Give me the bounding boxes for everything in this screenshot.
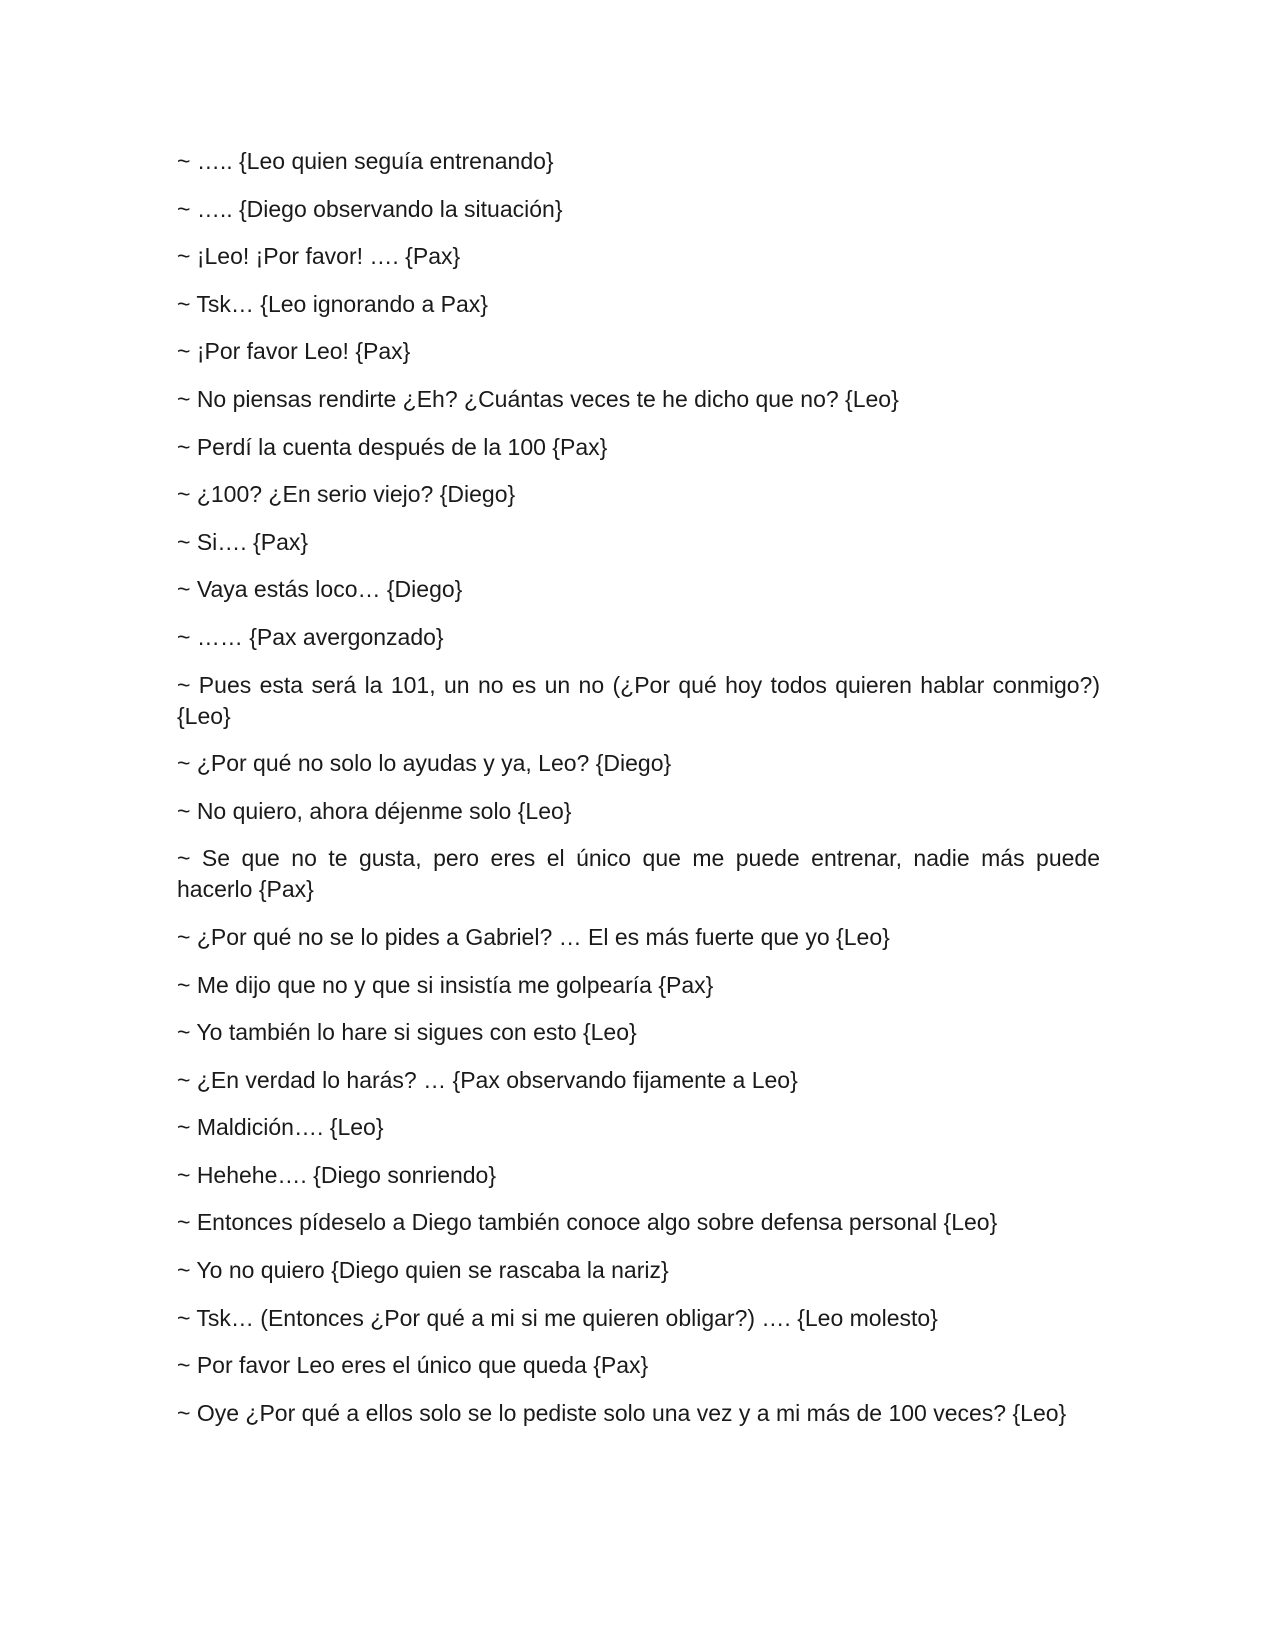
dialogue-line: ~ Tsk… (Entonces ¿Por qué a mi si me quieren obligar?) …. {Leo molesto} xyxy=(177,1304,938,1331)
dialogue-line: ~ Hehehe…. {Diego sonriendo} xyxy=(177,1161,497,1188)
dialogue-line: ~ Yo también lo hare si sigues con esto {Leo} xyxy=(177,1019,637,1046)
dialogue-line: ~ Me dijo que no y que si insistía me golpearía {Pax} xyxy=(177,971,714,998)
dialogue-line: ~ Vaya estás loco… {Diego} xyxy=(177,576,463,603)
dialogue-line: ~ ¿Por qué no solo lo ayudas y ya, Leo? {Diego} xyxy=(177,750,672,777)
dialogue-text xyxy=(177,146,1100,1445)
dialogue-line: ~ Yo no quiero {Diego quien se rascaba la nariz} xyxy=(177,1257,669,1284)
dialogue-line: ~ ¡Por favor Leo! {Pax} xyxy=(177,338,411,365)
dialogue-line: ~ Pues esta será la 101, un no es un no (¿Por qué hoy todos quieren hablar conmigo?) {Leo} xyxy=(177,671,1100,729)
dialogue-line: ~ No quiero, ahora déjenme solo {Leo} xyxy=(177,797,572,824)
dialogue-line: ~ Perdí la cuenta después de la 100 {Pax} xyxy=(177,433,608,460)
dialogue-line: ~ …… {Pax avergonzado} xyxy=(177,623,444,650)
dialogue-line: ~ ….. {Leo quien seguía entrenando} xyxy=(177,148,554,174)
dialogue-line: ~ Por favor Leo eres el único que queda {Pax} xyxy=(177,1352,649,1379)
dialogue-line: ~ Oye ¿Por qué a ellos solo se lo pediste solo una vez y a mi más de 100 veces? {Leo} xyxy=(177,1399,1067,1426)
dialogue-line: ~ ¿100? ¿En serio viejo? {Diego} xyxy=(177,481,516,508)
dialogue-line: ~ Maldición…. {Leo} xyxy=(177,1114,384,1141)
dialogue-line: ~ ….. {Diego observando la situación} xyxy=(177,195,563,222)
dialogue-line: ~ ¡Leo! ¡Por favor! …. {Pax} xyxy=(177,243,461,270)
dialogue-line: ~ Tsk… {Leo ignorando a Pax} xyxy=(177,290,488,317)
dialogue-line: ~ Si…. {Pax} xyxy=(177,528,309,555)
dialogue-line: ~ Se que no te gusta, pero eres el único que me puede entrenar, nadie más puede hacerlo {Pax} xyxy=(177,845,1100,903)
dialogue-line: ~ ¿En verdad lo harás? … {Pax observando fijamente a Leo} xyxy=(177,1066,798,1093)
dialogue-line: ~ Entonces pídeselo a Diego también conoce algo sobre defensa personal {Leo} xyxy=(177,1209,998,1236)
dialogue-line: ~ ¿Por qué no se lo pides a Gabriel? … El es más fuerte que yo {Leo} xyxy=(177,923,890,950)
dialogue-line: ~ No piensas rendirte ¿Eh? ¿Cuántas veces te he dicho que no? {Leo} xyxy=(177,385,899,412)
